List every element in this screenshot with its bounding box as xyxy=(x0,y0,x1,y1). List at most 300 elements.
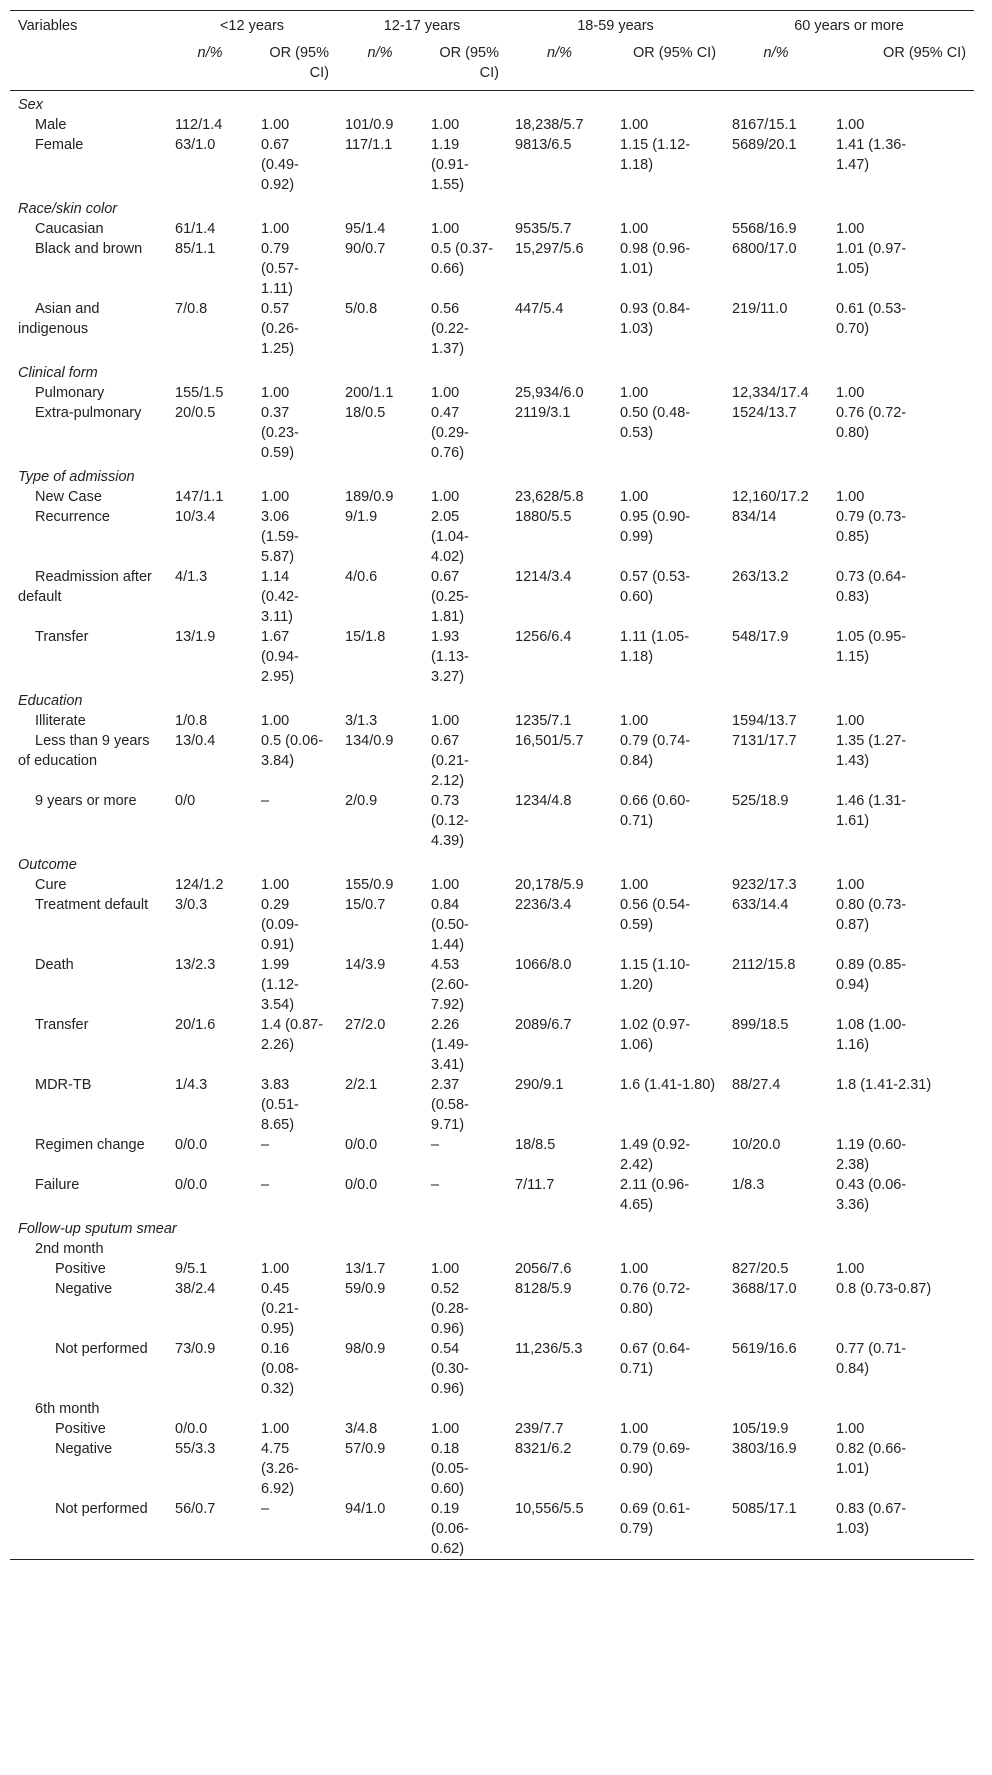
row-label: Positive xyxy=(55,1261,106,1277)
cell-or-ci: 1.00 xyxy=(620,1261,649,1277)
header-or-ci: OR (95% CI) xyxy=(633,45,717,61)
cell-n-pct: 447/5.4 xyxy=(515,301,564,317)
table-row xyxy=(10,219,974,239)
subsection-heading xyxy=(10,1239,974,1259)
cell-or-ci: 0.93 (0.84-1.03) xyxy=(620,301,691,337)
cell-or-ci: 1.41 (1.36-1.47) xyxy=(836,137,907,173)
cell-or-ci: – xyxy=(431,1137,440,1153)
cell-n-pct: 1214/3.4 xyxy=(515,569,572,585)
table-row xyxy=(10,711,974,731)
cell-or-ci: 1.00 xyxy=(261,385,290,401)
table-row xyxy=(10,1015,974,1075)
row-label: Not performed xyxy=(55,1341,148,1357)
cell-or-ci: 0.79 (0.69-0.90) xyxy=(620,1441,691,1477)
table-row xyxy=(10,1499,974,1560)
cell-n-pct: 5689/20.1 xyxy=(732,137,797,153)
cell-or-ci: 1.93 (1.13-3.27) xyxy=(431,629,469,685)
table-row xyxy=(10,895,974,955)
cell-or-ci: 1.00 xyxy=(431,877,460,893)
table-row xyxy=(10,1135,974,1175)
cell-n-pct: 548/17.9 xyxy=(732,629,789,645)
cell-or-ci: 0.67 (0.49-0.92) xyxy=(261,137,299,193)
cell-or-ci: 0.52 (0.28-0.96) xyxy=(431,1281,469,1337)
cell-n-pct: 13/2.3 xyxy=(175,957,216,973)
cell-n-pct: 57/0.9 xyxy=(345,1441,386,1457)
table-body xyxy=(10,91,974,1560)
cell-or-ci: 2.37 (0.58-9.71) xyxy=(431,1077,469,1133)
cell-n-pct: 9232/17.3 xyxy=(732,877,797,893)
cell-or-ci: 0.18 (0.05-0.60) xyxy=(431,1441,469,1497)
cell-n-pct: 2056/7.6 xyxy=(515,1261,572,1277)
cell-or-ci: 0.29 (0.09-0.91) xyxy=(261,897,299,953)
table-row xyxy=(10,403,974,463)
header-n-pct: n/% xyxy=(763,45,789,61)
cell-or-ci: 0.79 (0.57-1.11) xyxy=(261,241,299,297)
header-variables: Variables xyxy=(18,18,78,34)
cell-n-pct: 1594/13.7 xyxy=(732,713,797,729)
table-row xyxy=(10,383,974,403)
cell-or-ci: 1.00 xyxy=(836,385,865,401)
cell-n-pct: 18/8.5 xyxy=(515,1137,556,1153)
cell-n-pct: 290/9.1 xyxy=(515,1077,564,1093)
cell-n-pct: 38/2.4 xyxy=(175,1281,216,1297)
cell-or-ci: 1.00 xyxy=(431,385,460,401)
cell-n-pct: 98/0.9 xyxy=(345,1341,386,1357)
row-label: Illiterate xyxy=(35,713,86,729)
cell-n-pct: 2119/3.1 xyxy=(515,405,571,421)
cell-or-ci: 3.06 (1.59-5.87) xyxy=(261,509,299,565)
cell-or-ci: 0.61 (0.53-0.70) xyxy=(836,301,907,337)
table-container xyxy=(10,10,974,1560)
cell-or-ci: 0.89 (0.85-0.94) xyxy=(836,957,907,993)
cell-or-ci: 0.79 (0.73-0.85) xyxy=(836,509,907,545)
section-heading-title: Sex xyxy=(18,97,43,113)
cell-or-ci: 1.01 (0.97-1.05) xyxy=(836,241,907,277)
cell-n-pct: 0/0.0 xyxy=(345,1137,378,1153)
table-row xyxy=(10,115,974,135)
cell-or-ci: 1.00 xyxy=(431,117,460,133)
table-row xyxy=(10,239,974,299)
row-label: Less than 9 years of education xyxy=(18,733,150,769)
cell-n-pct: 834/14 xyxy=(732,509,777,525)
cell-or-ci: 1.00 xyxy=(261,877,290,893)
cell-or-ci: 0.82 (0.66-1.01) xyxy=(836,1441,907,1477)
cell-n-pct: 7131/17.7 xyxy=(732,733,797,749)
cell-n-pct: 12,160/17.2 xyxy=(732,489,809,505)
header-group-18-59: 18-59 years xyxy=(577,18,654,34)
cell-or-ci: 1.19 (0.91-1.55) xyxy=(431,137,469,193)
row-label: Extra-pulmonary xyxy=(35,405,142,421)
cell-n-pct: 2089/6.7 xyxy=(515,1017,572,1033)
cell-n-pct: 3/1.3 xyxy=(345,713,378,729)
header-n-pct: n/% xyxy=(547,45,573,61)
header-n-pct: n/% xyxy=(197,45,223,61)
cell-n-pct: 13/0.4 xyxy=(175,733,216,749)
cell-or-ci: 0.77 (0.71-0.84) xyxy=(836,1341,907,1377)
header-or-ci: OR (95% CI) xyxy=(269,45,329,81)
table-row xyxy=(10,1075,974,1135)
cell-n-pct: 5085/17.1 xyxy=(732,1501,797,1517)
row-label: Readmission after default xyxy=(18,569,152,605)
cell-n-pct: 5619/16.6 xyxy=(732,1341,797,1357)
cell-n-pct: 8321/6.2 xyxy=(515,1441,572,1457)
cell-n-pct: 4/0.6 xyxy=(345,569,378,585)
cell-or-ci: 0.69 (0.61-0.79) xyxy=(620,1501,691,1537)
row-label: Positive xyxy=(55,1421,106,1437)
row-label: Female xyxy=(35,137,84,153)
cell-or-ci: 1.00 xyxy=(431,221,460,237)
cell-or-ci: 1.00 xyxy=(836,221,865,237)
cell-n-pct: 2/2.1 xyxy=(345,1077,378,1093)
row-label: MDR-TB xyxy=(35,1077,92,1093)
table-row xyxy=(10,627,974,687)
subsection-heading xyxy=(10,1399,974,1419)
cell-or-ci: 3.83 (0.51-8.65) xyxy=(261,1077,299,1133)
row-label: Asian and indigenous xyxy=(18,301,100,337)
cell-or-ci: 1.00 xyxy=(620,385,649,401)
cell-n-pct: 10/3.4 xyxy=(175,509,216,525)
cell-n-pct: 1880/5.5 xyxy=(515,509,572,525)
cell-n-pct: 6800/17.0 xyxy=(732,241,797,257)
cell-or-ci: 1.00 xyxy=(620,489,649,505)
cell-or-ci: 0.43 (0.06-3.36) xyxy=(836,1177,907,1213)
cell-n-pct: 16,501/5.7 xyxy=(515,733,584,749)
cell-or-ci: 1.19 (0.60-2.38) xyxy=(836,1137,907,1173)
cell-n-pct: 18,238/5.7 xyxy=(515,117,584,133)
row-label: New Case xyxy=(35,489,102,505)
cell-or-ci: 0.19 (0.06-0.62) xyxy=(431,1501,469,1557)
header-group-under-12: <12 years xyxy=(219,18,285,34)
cell-n-pct: 200/1.1 xyxy=(345,385,394,401)
cell-n-pct: 0/0.0 xyxy=(175,1137,208,1153)
cell-or-ci: 0.79 (0.74-0.84) xyxy=(620,733,691,769)
cell-or-ci: 0.73 (0.64-0.83) xyxy=(836,569,907,605)
cell-or-ci: 0.83 (0.67-1.03) xyxy=(836,1501,907,1537)
cell-n-pct: 8167/15.1 xyxy=(732,117,797,133)
cell-n-pct: 827/20.5 xyxy=(732,1261,789,1277)
cell-or-ci: 0.73 (0.12-4.39) xyxy=(431,793,469,849)
cell-n-pct: 1066/8.0 xyxy=(515,957,572,973)
cell-n-pct: 3803/16.9 xyxy=(732,1441,797,1457)
table-row xyxy=(10,1259,974,1279)
row-label: Male xyxy=(35,117,67,133)
cell-n-pct: 105/19.9 xyxy=(732,1421,789,1437)
cell-n-pct: 9813/6.5 xyxy=(515,137,572,153)
cell-n-pct: 112/1.4 xyxy=(175,117,223,133)
cell-n-pct: 239/7.7 xyxy=(515,1421,564,1437)
cell-n-pct: 5/0.8 xyxy=(345,301,378,317)
cell-n-pct: 7/0.8 xyxy=(175,301,208,317)
cell-n-pct: 189/0.9 xyxy=(345,489,394,505)
cell-n-pct: 4/1.3 xyxy=(175,569,208,585)
cell-or-ci: 0.95 (0.90-0.99) xyxy=(620,509,691,545)
cell-n-pct: 13/1.7 xyxy=(345,1261,386,1277)
cell-or-ci: 0.84 (0.50-1.44) xyxy=(431,897,469,953)
cell-n-pct: 85/1.1 xyxy=(175,241,216,257)
cell-n-pct: 15/0.7 xyxy=(345,897,386,913)
section-heading-title: Clinical form xyxy=(18,365,98,381)
cell-n-pct: 124/1.2 xyxy=(175,877,224,893)
cell-or-ci: 0.66 (0.60-0.71) xyxy=(620,793,691,829)
cell-or-ci: 1.08 (1.00-1.16) xyxy=(836,1017,907,1053)
cell-n-pct: 155/0.9 xyxy=(345,877,394,893)
cell-or-ci: 1.00 xyxy=(261,489,290,505)
section-heading xyxy=(10,1215,974,1239)
cell-or-ci: 1.00 xyxy=(261,221,290,237)
section-heading xyxy=(10,687,974,711)
table-row xyxy=(10,955,974,1015)
cell-n-pct: 61/1.4 xyxy=(175,221,216,237)
cell-or-ci: 0.50 (0.48-0.53) xyxy=(620,405,691,441)
section-heading xyxy=(10,463,974,487)
cell-or-ci: 1.8 (1.41-2.31) xyxy=(836,1077,932,1093)
cell-or-ci: – xyxy=(261,1137,270,1153)
cell-n-pct: 23,628/5.8 xyxy=(515,489,584,505)
cell-n-pct: 94/1.0 xyxy=(345,1501,386,1517)
cell-n-pct: 63/1.0 xyxy=(175,137,216,153)
row-label: Negative xyxy=(55,1281,113,1297)
cell-or-ci: – xyxy=(261,1177,270,1193)
header-n-pct: n/% xyxy=(367,45,393,61)
table-row xyxy=(10,135,974,195)
table-row xyxy=(10,299,974,359)
cell-n-pct: 134/0.9 xyxy=(345,733,394,749)
section-heading-title: Outcome xyxy=(18,857,77,873)
subsection-heading-title: 2nd month xyxy=(35,1241,104,1257)
cell-or-ci: 1.00 xyxy=(620,221,649,237)
cell-n-pct: 73/0.9 xyxy=(175,1341,216,1357)
cell-n-pct: 1234/4.8 xyxy=(515,793,572,809)
cell-or-ci: 0.45 (0.21-0.95) xyxy=(261,1281,299,1337)
cell-n-pct: 1524/13.7 xyxy=(732,405,797,421)
cell-or-ci: 1.05 (0.95-1.15) xyxy=(836,629,907,665)
cell-n-pct: 1235/7.1 xyxy=(515,713,572,729)
cell-or-ci: 1.6 (1.41-1.80) xyxy=(620,1077,716,1093)
cell-n-pct: 59/0.9 xyxy=(345,1281,386,1297)
cell-n-pct: 15/1.8 xyxy=(345,629,386,645)
cell-n-pct: 15,297/5.6 xyxy=(515,241,584,257)
cell-n-pct: 9535/5.7 xyxy=(515,221,572,237)
cell-n-pct: 25,934/6.0 xyxy=(515,385,584,401)
cell-or-ci: 1.00 xyxy=(836,117,865,133)
cell-or-ci: 1.99 (1.12-3.54) xyxy=(261,957,299,1013)
cell-or-ci: 1.00 xyxy=(261,713,290,729)
cell-n-pct: 5568/16.9 xyxy=(732,221,797,237)
cell-or-ci: 1.4 (0.87-2.26) xyxy=(261,1017,324,1053)
cell-or-ci: 0.57 (0.26-1.25) xyxy=(261,301,299,357)
section-heading xyxy=(10,851,974,875)
cell-n-pct: 27/2.0 xyxy=(345,1017,386,1033)
row-label: Negative xyxy=(55,1441,113,1457)
table-row xyxy=(10,487,974,507)
cell-or-ci: 0.67 (0.25-1.81) xyxy=(431,569,469,625)
cell-n-pct: 11,236/5.3 xyxy=(515,1341,583,1357)
cell-n-pct: 20,178/5.9 xyxy=(515,877,584,893)
cell-n-pct: 2112/15.8 xyxy=(732,957,796,973)
cell-n-pct: 263/13.2 xyxy=(732,569,789,585)
cell-or-ci: 0.98 (0.96-1.01) xyxy=(620,241,691,277)
header-or-ci: OR (95% CI) xyxy=(439,45,500,81)
cell-n-pct: 88/27.4 xyxy=(732,1077,781,1093)
cell-or-ci: 2.11 (0.96-4.65) xyxy=(620,1177,690,1213)
row-label: Black and brown xyxy=(35,241,143,257)
cell-n-pct: 90/0.7 xyxy=(345,241,386,257)
cell-n-pct: 1/4.3 xyxy=(175,1077,208,1093)
row-label: Treatment default xyxy=(35,897,149,913)
cell-or-ci: – xyxy=(261,793,270,809)
cell-or-ci: 0.47 (0.29-0.76) xyxy=(431,405,469,461)
cell-n-pct: 20/1.6 xyxy=(175,1017,216,1033)
cell-or-ci: 0.5 (0.06-3.84) xyxy=(261,733,324,769)
cell-n-pct: 8128/5.9 xyxy=(515,1281,572,1297)
table-row xyxy=(10,1339,974,1399)
table-row xyxy=(10,1419,974,1439)
cell-n-pct: 9/1.9 xyxy=(345,509,378,525)
cell-or-ci: 1.00 xyxy=(620,713,649,729)
cell-or-ci: 1.11 (1.05-1.18) xyxy=(620,629,690,665)
table-row xyxy=(10,731,974,791)
cell-or-ci: 1.14 (0.42-3.11) xyxy=(261,569,299,625)
cell-n-pct: 633/14.4 xyxy=(732,897,789,913)
cell-or-ci: 1.00 xyxy=(431,1261,460,1277)
cell-n-pct: 0/0.0 xyxy=(175,1177,208,1193)
cell-or-ci: 1.49 (0.92-2.42) xyxy=(620,1137,691,1173)
header-group-12-17: 12-17 years xyxy=(383,18,461,34)
cell-or-ci: 4.75 (3.26-6.92) xyxy=(261,1441,299,1497)
cell-or-ci: 1.15 (1.12-1.18) xyxy=(620,137,691,173)
row-label: Regimen change xyxy=(35,1137,145,1153)
cell-or-ci: 4.53 (2.60-7.92) xyxy=(431,957,469,1013)
row-label: Recurrence xyxy=(35,509,110,525)
cell-or-ci: 1.00 xyxy=(836,877,865,893)
header-group-60-plus: 60 years or more xyxy=(794,18,904,34)
table-row xyxy=(10,791,974,851)
cell-n-pct: 14/3.9 xyxy=(345,957,386,973)
cell-n-pct: 3/4.8 xyxy=(345,1421,378,1437)
cell-n-pct: 0/0 xyxy=(175,793,196,809)
section-heading-title: Education xyxy=(18,693,83,709)
cell-or-ci: 0.56 (0.22-1.37) xyxy=(431,301,469,357)
cell-n-pct: 10,556/5.5 xyxy=(515,1501,584,1517)
cell-n-pct: 3/0.3 xyxy=(175,897,208,913)
cell-n-pct: 9/5.1 xyxy=(175,1261,208,1277)
cell-n-pct: 2236/3.4 xyxy=(515,897,572,913)
cell-n-pct: 7/11.7 xyxy=(515,1177,555,1193)
cell-n-pct: 117/1.1 xyxy=(345,137,393,153)
cell-n-pct: 1/0.8 xyxy=(175,713,208,729)
cell-n-pct: 899/18.5 xyxy=(732,1017,789,1033)
cell-or-ci: 0.80 (0.73-0.87) xyxy=(836,897,907,933)
row-label: Transfer xyxy=(35,1017,89,1033)
table-row xyxy=(10,507,974,567)
table-header xyxy=(10,11,974,91)
cell-or-ci: 1.67 (0.94-2.95) xyxy=(261,629,299,685)
cell-n-pct: 10/20.0 xyxy=(732,1137,781,1153)
table-row xyxy=(10,875,974,895)
cell-or-ci: 0.57 (0.53-0.60) xyxy=(620,569,691,605)
cell-or-ci: 0.16 (0.08-0.32) xyxy=(261,1341,299,1397)
cell-or-ci: 1.02 (0.97-1.06) xyxy=(620,1017,691,1053)
cell-n-pct: 55/3.3 xyxy=(175,1441,216,1457)
section-heading xyxy=(10,195,974,219)
cell-or-ci: 2.05 (1.04-4.02) xyxy=(431,509,469,565)
cell-or-ci: 1.35 (1.27-1.43) xyxy=(836,733,907,769)
cell-or-ci: – xyxy=(431,1177,440,1193)
row-label: 9 years or more xyxy=(35,793,137,809)
cell-or-ci: 1.00 xyxy=(836,1261,865,1277)
cell-or-ci: – xyxy=(261,1501,270,1517)
cell-or-ci: 1.00 xyxy=(620,1421,649,1437)
cell-or-ci: 0.54 (0.30-0.96) xyxy=(431,1341,469,1397)
cell-or-ci: 0.67 (0.64-0.71) xyxy=(620,1341,691,1377)
cell-n-pct: 0/0.0 xyxy=(345,1177,378,1193)
subsection-heading-title: 6th month xyxy=(35,1401,100,1417)
cell-or-ci: 1.00 xyxy=(431,489,460,505)
cell-n-pct: 2/0.9 xyxy=(345,793,378,809)
cell-n-pct: 525/18.9 xyxy=(732,793,789,809)
row-label: Not performed xyxy=(55,1501,148,1517)
row-label: Cure xyxy=(35,877,67,893)
table-row xyxy=(10,1175,974,1215)
cell-n-pct: 147/1.1 xyxy=(175,489,224,505)
cell-n-pct: 20/0.5 xyxy=(175,405,216,421)
row-label: Transfer xyxy=(35,629,89,645)
cell-or-ci: 1.15 (1.10-1.20) xyxy=(620,957,691,993)
cell-or-ci: 2.26 (1.49-3.41) xyxy=(431,1017,469,1073)
section-heading-title: Follow-up sputum smear xyxy=(18,1221,177,1237)
cell-n-pct: 3688/17.0 xyxy=(732,1281,797,1297)
row-label: Caucasian xyxy=(35,221,104,237)
section-heading xyxy=(10,91,974,116)
header-empty xyxy=(10,39,167,91)
cell-or-ci: 0.8 (0.73-0.87) xyxy=(836,1281,932,1297)
section-heading-title: Race/skin color xyxy=(18,201,118,217)
cell-or-ci: 1.00 xyxy=(261,1261,290,1277)
cell-n-pct: 56/0.7 xyxy=(175,1501,216,1517)
cell-n-pct: 155/1.5 xyxy=(175,385,224,401)
data-table xyxy=(10,10,974,1560)
cell-or-ci: 0.67 (0.21-2.12) xyxy=(431,733,469,789)
cell-n-pct: 219/11.0 xyxy=(732,301,788,317)
cell-or-ci: 1.00 xyxy=(836,489,865,505)
cell-or-ci: 0.37 (0.23-0.59) xyxy=(261,405,299,461)
table-row xyxy=(10,567,974,627)
cell-or-ci: 1.00 xyxy=(261,1421,290,1437)
cell-n-pct: 1256/6.4 xyxy=(515,629,572,645)
cell-or-ci: 0.76 (0.72-0.80) xyxy=(620,1281,691,1317)
cell-or-ci: 1.00 xyxy=(261,117,290,133)
cell-or-ci: 0.5 (0.37-0.66) xyxy=(431,241,494,277)
cell-or-ci: 1.00 xyxy=(431,713,460,729)
cell-n-pct: 95/1.4 xyxy=(345,221,386,237)
row-label: Death xyxy=(35,957,74,973)
row-label: Pulmonary xyxy=(35,385,105,401)
cell-or-ci: 1.00 xyxy=(836,713,865,729)
cell-n-pct: 13/1.9 xyxy=(175,629,216,645)
cell-n-pct: 12,334/17.4 xyxy=(732,385,809,401)
cell-or-ci: 1.00 xyxy=(836,1421,865,1437)
row-label: Failure xyxy=(35,1177,80,1193)
cell-or-ci: 1.46 (1.31-1.61) xyxy=(836,793,907,829)
cell-n-pct: 1/8.3 xyxy=(732,1177,765,1193)
cell-n-pct: 0/0.0 xyxy=(175,1421,208,1437)
cell-or-ci: 1.00 xyxy=(620,117,649,133)
cell-or-ci: 0.76 (0.72-0.80) xyxy=(836,405,907,441)
cell-n-pct: 101/0.9 xyxy=(345,117,394,133)
section-heading-title: Type of admission xyxy=(18,469,135,485)
header-or-ci: OR (95% CI) xyxy=(883,45,967,61)
section-heading xyxy=(10,359,974,383)
